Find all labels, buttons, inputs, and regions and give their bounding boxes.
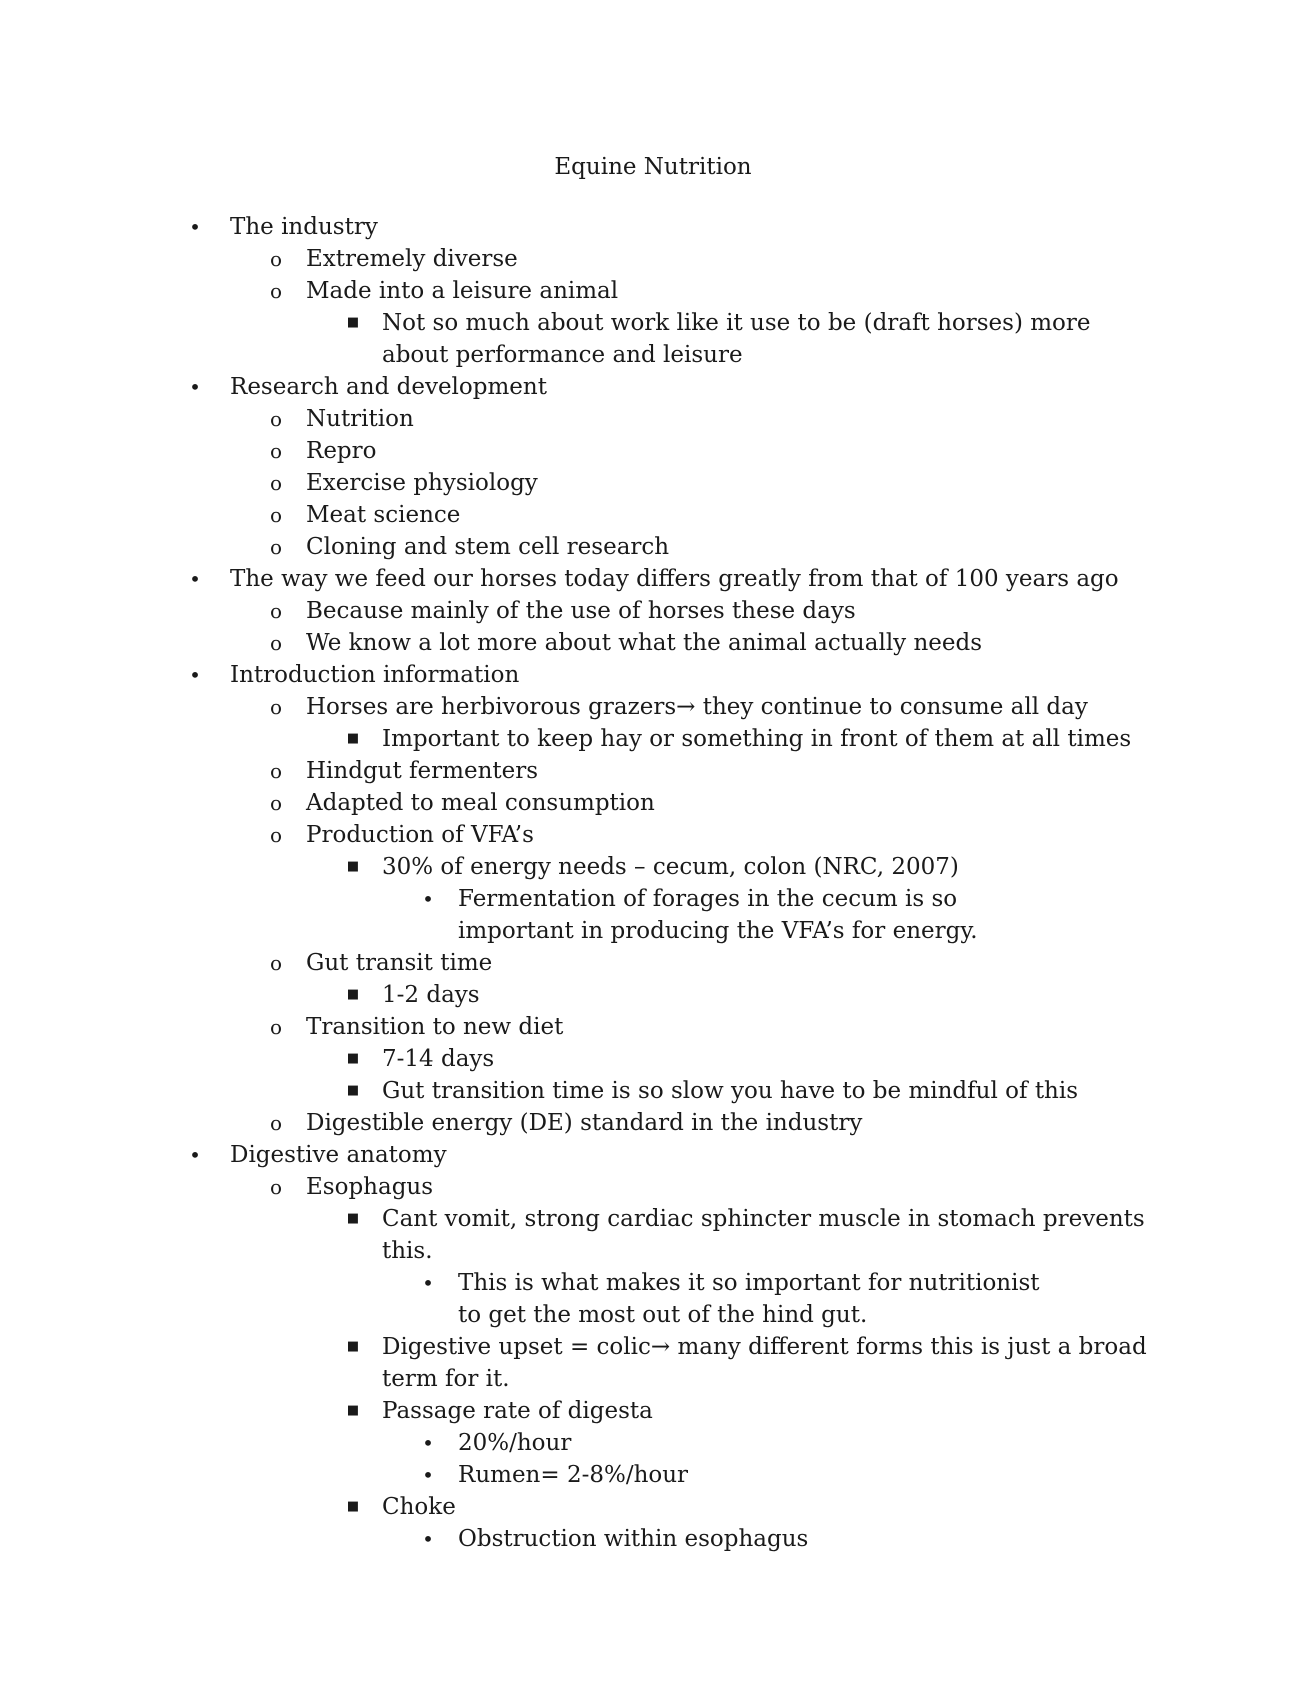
list-marker-circle: o [269, 759, 283, 783]
outline-item-text: Gut transition time is so slow you have to be mindful of this [382, 1078, 1079, 1104]
outline-item-text: Digestive upset = colic→ many different forms this is just a broad term for it. [382, 1334, 1147, 1392]
outline-item-level-3 [0, 723, 1306, 755]
outline-item-text: Introduction information [230, 662, 520, 688]
list-marker-bullet: • [422, 1271, 434, 1295]
outline-item-text: Fermentation of forages in the cecum is so important in producing the VFA’s for energy. [458, 886, 978, 944]
list-marker-square: ■ [346, 859, 360, 874]
list-marker-circle: o [269, 791, 283, 815]
list-marker-square: ■ [346, 315, 360, 330]
outline-item-text: 1-2 days [382, 982, 480, 1008]
outline-item-text: Transition to new diet [306, 1014, 564, 1040]
outline-item-text: Important to keep hay or something in front of them at all times [382, 726, 1132, 752]
outline-item-level-3 [0, 1331, 1306, 1395]
outline-item-text: Adapted to meal consumption [306, 790, 655, 816]
outline-item-level-2 [0, 627, 1306, 659]
outline-item-level-3 [0, 307, 1306, 371]
outline-item-text: Cant vomit, strong cardiac sphincter muscle in stomach prevents this. [382, 1206, 1145, 1264]
outline-item-level-2 [0, 531, 1306, 563]
list-marker-square: ■ [346, 1211, 360, 1226]
outline-item-level-2 [0, 243, 1306, 275]
list-marker-bullet: • [422, 1431, 434, 1455]
list-marker-circle: o [269, 823, 283, 847]
outline-item-text: Digestible energy (DE) standard in the industry [306, 1110, 863, 1136]
list-marker-circle: o [269, 631, 283, 655]
list-marker-square: ■ [346, 1499, 360, 1514]
outline-item-level-2 [0, 467, 1306, 499]
outline-item-text: 30% of energy needs – cecum, colon (NRC, 2007) [382, 854, 959, 880]
outline-item-text: Meat science [306, 502, 461, 528]
outline-item-level-3 [0, 979, 1306, 1011]
list-marker-circle: o [269, 1015, 283, 1039]
list-marker-circle: o [269, 279, 283, 303]
outline-item-text: The industry [230, 214, 378, 240]
outline-item-level-1 [0, 211, 1306, 243]
outline-item-text: Digestive anatomy [230, 1142, 447, 1168]
list-marker-bullet: • [189, 215, 201, 239]
outline-item-level-2 [0, 1011, 1306, 1043]
outline-item-level-2 [0, 403, 1306, 435]
list-marker-circle: o [269, 503, 283, 527]
outline-item-level-1 [0, 371, 1306, 403]
outline-item-text: 20%/hour [458, 1430, 572, 1456]
outline-item-level-2 [0, 691, 1306, 723]
list-marker-square: ■ [346, 1403, 360, 1418]
list-marker-circle: o [269, 407, 283, 431]
outline-item-text: Esophagus [306, 1174, 434, 1200]
outline-item-level-2 [0, 1171, 1306, 1203]
outline-item-level-3 [0, 1043, 1306, 1075]
outline-item-level-4 [0, 1459, 1306, 1491]
outline-item-text: Rumen= 2-8%/hour [458, 1462, 689, 1488]
list-marker-circle: o [269, 951, 283, 975]
outline-item-text: Exercise physiology [306, 470, 538, 496]
list-marker-square: ■ [346, 1083, 360, 1098]
outline-item-text: Made into a leisure animal [306, 278, 619, 304]
outline-item-text: Choke [382, 1494, 456, 1520]
outline-item-level-4 [0, 1427, 1306, 1459]
list-marker-bullet: • [422, 1463, 434, 1487]
outline-item-text: Because mainly of the use of horses these days [306, 598, 856, 624]
outline-item-level-2 [0, 499, 1306, 531]
list-marker-bullet: • [189, 1143, 201, 1167]
outline-item-text: Nutrition [306, 406, 414, 432]
outline-item-text: 7-14 days [382, 1046, 495, 1072]
outline-item-text: Obstruction within esophagus [458, 1526, 809, 1552]
outline-item-level-1 [0, 563, 1306, 595]
outline-item-text: The way we feed our horses today differs greatly from that of 100 years ago [230, 566, 1119, 592]
list-marker-bullet: • [189, 375, 201, 399]
list-marker-circle: o [269, 535, 283, 559]
document-title: Equine Nutrition [554, 154, 752, 180]
list-marker-square: ■ [346, 1339, 360, 1354]
list-marker-circle: o [269, 599, 283, 623]
outline-item-level-1 [0, 659, 1306, 691]
outline-item-text: We know a lot more about what the animal actually needs [306, 630, 983, 656]
outline-item-level-2 [0, 1107, 1306, 1139]
outline-item-level-2 [0, 435, 1306, 467]
outline-item-level-2 [0, 947, 1306, 979]
outline-item-level-2 [0, 755, 1306, 787]
outline-item-level-3 [0, 1395, 1306, 1427]
list-marker-bullet: • [422, 1527, 434, 1551]
list-marker-square: ■ [346, 987, 360, 1002]
outline-item-level-3 [0, 1491, 1306, 1523]
outline-item-level-4 [0, 1267, 1306, 1331]
outline-item-level-2 [0, 819, 1306, 851]
outline-item-text: This is what makes it so important for nutritionist to get the most out of the hind gut. [458, 1270, 1040, 1328]
list-marker-circle: o [269, 695, 283, 719]
outline-item-level-3 [0, 1203, 1306, 1267]
list-marker-circle: o [269, 247, 283, 271]
outline-item-text: Research and development [230, 374, 547, 400]
outline-item-text: Production of VFA’s [306, 822, 534, 848]
outline-item-level-3 [0, 851, 1306, 883]
outline-list [0, 211, 1306, 1555]
outline-item-level-1 [0, 1139, 1306, 1171]
outline-item-text: Passage rate of digesta [382, 1398, 653, 1424]
outline-item-text: Hindgut fermenters [306, 758, 539, 784]
outline-item-level-2 [0, 275, 1306, 307]
outline-item-level-2 [0, 787, 1306, 819]
list-marker-square: ■ [346, 731, 360, 746]
list-marker-bullet: • [189, 663, 201, 687]
outline-item-level-4 [0, 1523, 1306, 1555]
outline-item-level-4 [0, 883, 1306, 947]
outline-item-text: Cloning and stem cell research [306, 534, 670, 560]
list-marker-circle: o [269, 1175, 283, 1199]
list-marker-square: ■ [346, 1051, 360, 1066]
outline-item-text: Gut transit time [306, 950, 493, 976]
outline-item-text: Extremely diverse [306, 246, 518, 272]
list-marker-bullet: • [422, 887, 434, 911]
list-marker-bullet: • [189, 567, 201, 591]
list-marker-circle: o [269, 471, 283, 495]
list-marker-circle: o [269, 439, 283, 463]
list-marker-circle: o [269, 1111, 283, 1135]
outline-item-text: Repro [306, 438, 377, 464]
outline-item-level-2 [0, 595, 1306, 627]
outline-item-text: Not so much about work like it use to be (draft horses) more about performance and leisure [382, 310, 1091, 368]
outline-item-level-3 [0, 1075, 1306, 1107]
outline-item-text: Horses are herbivorous grazers→ they continue to consume all day [306, 694, 1088, 720]
